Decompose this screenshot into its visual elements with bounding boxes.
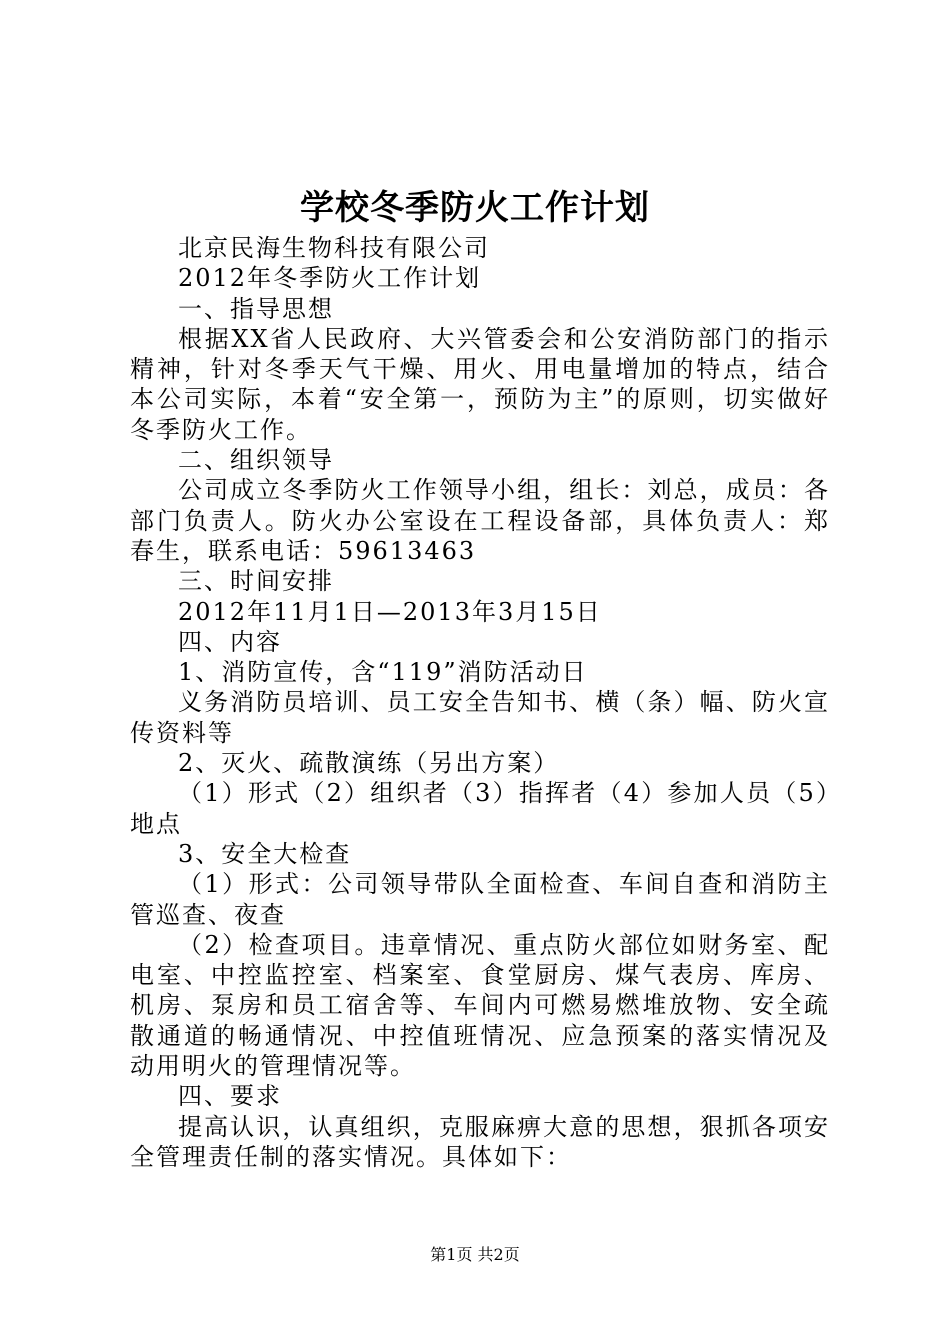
item-fire-publicity: 1、消防宣传，含“119”消防活动日 <box>178 658 588 687</box>
heading-content: 四、内容 <box>178 627 282 656</box>
paragraph-plan-title: 2012年冬季防火工作计划 <box>178 264 482 293</box>
document-body <box>130 233 830 1172</box>
paragraph-evacuation-drill: （1）形式（2）组织者（3）指挥者（4）参加人员（5）地点 <box>130 779 830 838</box>
paragraph-requirements: 提高认识，认真组织，克服麻痹大意的思想，狠抓各项安全管理责任制的落实情况。具体如下： <box>130 1112 830 1171</box>
page-number: 第1页 共2页 <box>430 1245 520 1264</box>
paragraph-schedule: 2012年11月1日—2013年3月15日 <box>178 597 602 626</box>
heading-organization: 二、组织领导 <box>178 446 334 475</box>
document-title: 学校冬季防火工作计划 <box>300 188 650 228</box>
paragraph-inspection-items: （2）检查项目。违章情况、重点防火部位如财务室、配电室、中控监控室、档案室、食堂厨房、煤气表房、库房、机房、泵房和员工宿舍等、车间内可燃易燃堆放物、安全疏散通道的畅通情况、中控值班情况、应急预案的落实情况及动用明火的管理情况等。 <box>130 930 830 1081</box>
heading-requirements: 四、要求 <box>178 1082 282 1111</box>
paragraph-fire-publicity: 义务消防员培训、员工安全告知书、横（条）幅、防火宣传资料等 <box>130 688 830 747</box>
item-evacuation-drill: 2、灭火、疏散演练（另出方案） <box>178 749 560 778</box>
item-safety-inspection: 3、安全大检查 <box>178 839 352 868</box>
paragraph-company: 北京民海生物科技有限公司 <box>178 234 490 262</box>
paragraph-organization: 公司成立冬季防火工作领导小组，组长：刘总，成员：各部门负责人。防火办公室设在工程设备部，具体负责人：郑春生，联系电话：59613463 <box>130 476 830 565</box>
paragraph-inspection-form: （1）形式：公司领导带队全面检查、车间自查和消防主管巡查、夜查 <box>130 870 830 929</box>
heading-guiding-ideology: 一、指导思想 <box>178 294 334 323</box>
heading-schedule: 三、时间安排 <box>178 567 334 596</box>
paragraph-guiding-ideology: 根据XX省人民政府、大兴管委会和公安消防部门的指示精神，针对冬季天气干燥、用火、用电量增加的特点，结合本公司实际，本着“安全第一，预防为主”的原则，切实做好冬季防火工作。 <box>130 324 830 444</box>
